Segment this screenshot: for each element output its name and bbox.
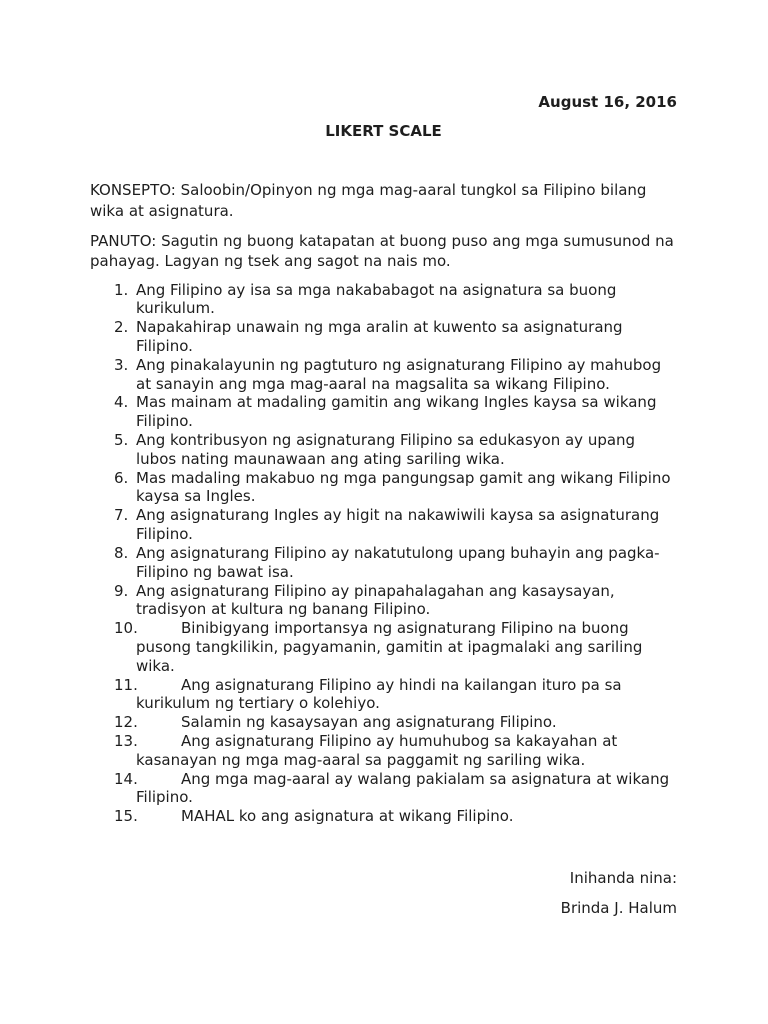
item-text-line: Ang asignaturang Filipino ay humuhubog sa kakayahan at xyxy=(181,732,618,750)
list-item xyxy=(0,544,768,582)
list-item xyxy=(0,469,768,507)
item-number: 13. xyxy=(114,732,138,750)
item-text-line: Ang mga mag-aaral ay walang pakialam sa asignatura at wikang xyxy=(181,769,670,788)
item-text-line: Filipino. xyxy=(136,788,193,807)
item-number: 14. xyxy=(114,769,138,788)
item-text-line: Ang Filipino ay isa sa mga nakababagot na asignatura sa buong xyxy=(136,280,617,299)
item-text-line: kasanayan ng mga mag-aaral sa paggamit ng sariling wika. xyxy=(136,750,586,769)
list-item xyxy=(0,732,768,770)
item-text-line: Ang asignaturang Filipino ay hindi na kailangan ituro pa sa xyxy=(181,675,622,694)
item-text-line: Ang asignaturang Filipino ay nakatutulong upang buhayin ang pagka- xyxy=(136,543,660,562)
list-item xyxy=(0,431,768,469)
list-item xyxy=(0,356,768,394)
list-item xyxy=(0,393,768,431)
list-item xyxy=(0,506,768,544)
item-text-line: kurikulum ng tertiary o kolehiyo. xyxy=(136,694,380,713)
item-text-line: kaysa sa Ingles. xyxy=(136,487,256,506)
paragraph-line: pahayag. Lagyan ng tsek ang sagot na nais mo. xyxy=(90,252,451,270)
item-text-line: Mas mainam at madaling gamitin ang wikang Ingles kaysa sa wikang xyxy=(136,393,657,412)
item-number: 12. xyxy=(114,713,138,732)
item-number: 2. xyxy=(114,318,129,337)
item-number: 15. xyxy=(114,807,138,826)
item-text-line: Mas madaling makabuo ng mga pangungsap gamit ang wikang Filipino xyxy=(136,468,671,487)
item-text-line: Filipino. xyxy=(136,412,193,431)
item-number: 6. xyxy=(114,468,129,487)
prepared-by-label: Inihanda nina: xyxy=(569,869,677,887)
item-text-line: Filipino. xyxy=(136,525,193,544)
document-title: LIKERT SCALE xyxy=(325,122,442,140)
item-number: 1. xyxy=(114,280,129,299)
item-number: 10. xyxy=(114,619,138,638)
paragraph-line: wika at asignatura. xyxy=(90,201,234,220)
item-text-line: tradisyon at kultura ng banang Filipino. xyxy=(136,600,431,619)
list-item xyxy=(0,713,768,732)
item-number: 4. xyxy=(114,393,129,412)
item-number: 11. xyxy=(114,675,138,694)
item-text-line: MAHAL ko ang asignatura at wikang Filipino. xyxy=(181,807,514,826)
item-number: 7. xyxy=(114,506,129,525)
item-text-line: Binibigyang importansya ng asignaturang Filipino na buong xyxy=(181,619,629,638)
statement-list xyxy=(0,281,768,827)
item-text-line: Ang pinakalayunin ng pagtuturo ng asignaturang Filipino ay mahubog xyxy=(136,355,662,374)
document-date: August 16, 2016 xyxy=(538,93,677,111)
item-text-line: lubos nating maunawaan ang ating sariling wika. xyxy=(136,449,505,468)
list-item xyxy=(0,281,768,319)
item-number: 9. xyxy=(114,581,129,600)
item-text-line: pusong tangkilikin, pagyamanin, gamitin at ipagmalaki ang sariling xyxy=(136,637,643,656)
konsepto-paragraph xyxy=(90,180,646,221)
item-text-line: kurikulum. xyxy=(136,299,215,318)
author-name: Brinda J. Halum xyxy=(560,899,677,917)
item-number: 3. xyxy=(114,355,129,374)
item-number: 8. xyxy=(114,543,129,562)
panuto-paragraph xyxy=(90,231,674,272)
item-text-line: Filipino. xyxy=(136,336,193,355)
item-text-line: Salamin ng kasaysayan ang asignaturang Filipino. xyxy=(181,713,557,732)
list-item xyxy=(0,619,768,675)
list-item xyxy=(0,582,768,620)
paragraph-line: KONSEPTO: Saloobin/Opinyon ng mga mag-aaral tungkol sa Filipino bilang xyxy=(90,181,647,199)
item-text-line: Napakahirap unawain ng mga aralin at kuwento sa asignaturang xyxy=(136,318,623,337)
item-text-line: wika. xyxy=(136,656,175,675)
item-text-line: at sanayin ang mga mag-aaral na magsalita sa wikang Filipino. xyxy=(136,374,610,393)
paragraph-line: PANUTO: Sagutin ng buong katapatan at buong puso ang mga sumusunod na xyxy=(90,231,674,250)
list-item xyxy=(0,318,768,356)
list-item xyxy=(0,770,768,808)
item-text-line: Ang kontribusyon ng asignaturang Filipino sa edukasyon ay upang xyxy=(136,431,636,449)
list-item xyxy=(0,676,768,714)
item-number: 5. xyxy=(114,431,129,449)
item-text-line: Filipino ng bawat isa. xyxy=(136,562,294,581)
list-item xyxy=(0,807,768,826)
item-text-line: Ang asignaturang Ingles ay higit na nakawiwili kaysa sa asignaturang xyxy=(136,506,660,525)
item-text-line: Ang asignaturang Filipino ay pinapahalagahan ang kasaysayan, xyxy=(136,581,615,600)
